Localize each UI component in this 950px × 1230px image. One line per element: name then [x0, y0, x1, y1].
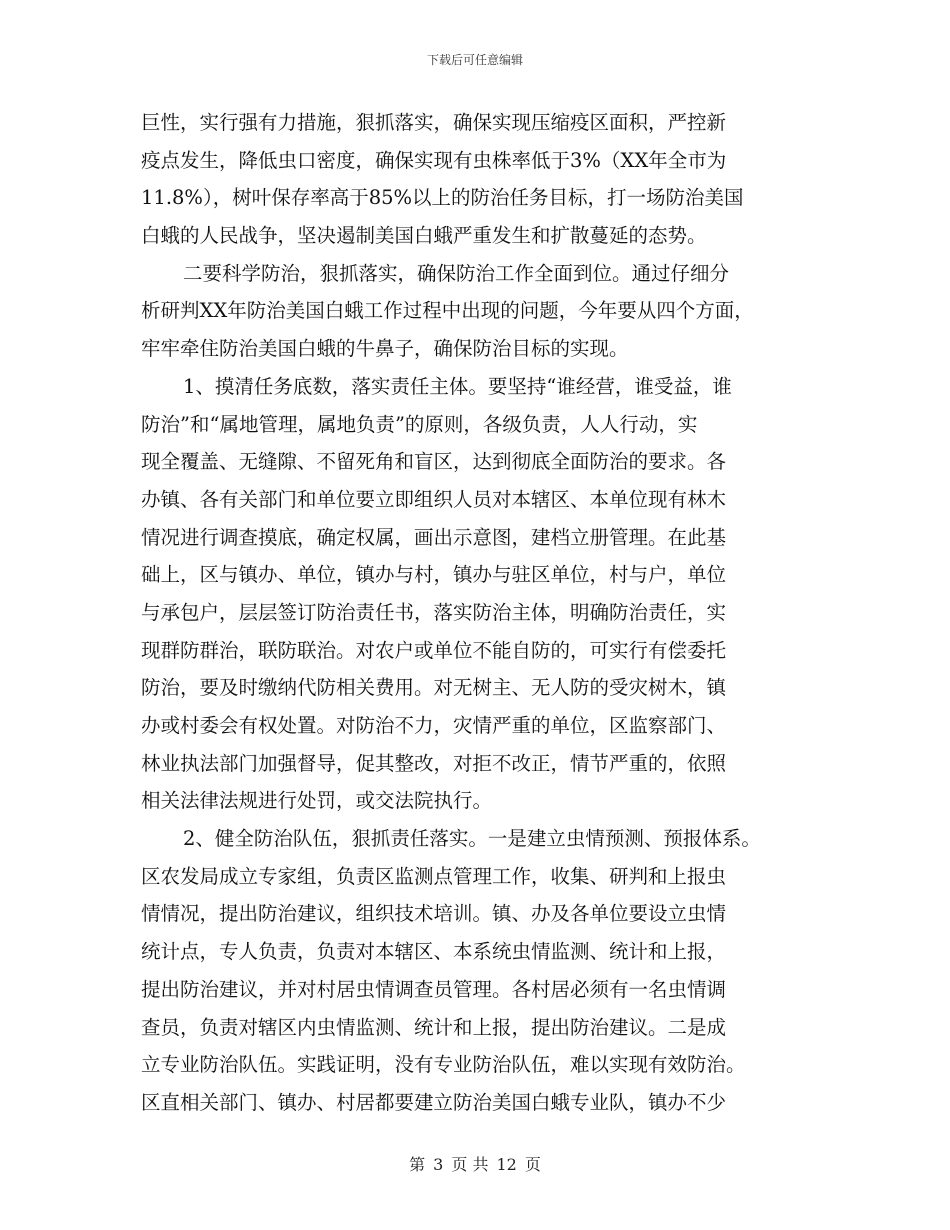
page-label-prefix: 第: [409, 1155, 426, 1174]
text-line: 查员，负责对辖区内虫情监测、统计和上报，提出防治建议。二是成: [141, 1015, 727, 1039]
text-line: 办镇、各有关部门和单位要立即组织人员对本辖区、本单位现有林木: [141, 487, 727, 511]
text-line: 白蛾的人民战争，坚决遏制美国白蛾严重发生和扩散蔓延的态势。: [141, 224, 707, 248]
text-line: 情况进行调查摸底，确定权属，画出示意图，建档立册管理。在此基: [141, 525, 727, 549]
text-line: 区直相关部门、镇办、村居都要建立防治美国白蛾专业队，镇办不少: [141, 1090, 727, 1114]
text-line: 二要科学防治，狠抓落实，确保防治工作全面到位。通过仔细分: [183, 261, 730, 285]
text-line: 立专业防治队伍。实践证明，没有专业防治队伍，难以实现有效防治。: [141, 1053, 746, 1077]
total-pages: 12: [496, 1155, 517, 1174]
text-line: 情情况，提出防治建议，组织技术培训。镇、办及各单位要设立虫情: [141, 902, 727, 926]
text-line: 牢牢牵住防治美国白蛾的牛鼻子，确保防治目标的实现。: [141, 337, 629, 361]
text-line: 现全覆盖、无缝隙、不留死角和盲区，达到彻底全面防治的要求。各: [141, 450, 727, 474]
text-line: 统计点，专人负责，负责对本辖区、本系统虫情监测、统计和上报，: [141, 940, 727, 964]
text-line: 巨性，实行强有力措施，狠抓落实，确保实现压缩疫区面积，严控新: [141, 111, 727, 134]
text-line: 区农发局成立专家组，负责区监测点管理工作，收集、研判和上报虫: [141, 864, 727, 888]
text-line: 现群防群治，联防联治。对农户或单位不能自防的，可实行有偿委托: [141, 638, 727, 662]
text-line: 林业执法部门加强督导，促其整改，对拒不改正，情节严重的，依照: [141, 751, 727, 775]
page-label-middle: 页 共: [451, 1155, 489, 1174]
text-line: 疫点发生，降低虫口密度，确保实现有虫株率低于3%（XX年全市为: [141, 148, 727, 172]
page-footer: [0, 1154, 950, 1176]
text-line: 防治，要及时缴纳代防相关费用。对无树主、无人防的受灾树木，镇: [141, 676, 727, 700]
text-line: 与承包户，层层签订防治责任书，落实防治主体，明确防治责任，实: [141, 600, 727, 624]
text-line: 防治”和“属地管理，属地负责”的原则，各级负责，人人行动，实: [141, 412, 698, 436]
text-line: 11.8%），树叶保存率高于85%以上的防治任务目标，打一场防治美国: [141, 186, 744, 210]
text-line: 2、健全防治队伍，狠抓责任落实。一是建立虫情预测、预报体系。: [183, 827, 761, 851]
text-line: 析研判XX年防治美国白蛾工作过程中出现的问题，今年要从四个方面，: [141, 299, 754, 323]
text-line: 办或村委会有权处置。对防治不力，灾情严重的单位，区监察部门、: [141, 714, 727, 737]
page-label-suffix: 页: [524, 1155, 541, 1174]
text-line: 相关法律法规进行处罚，或交法院执行。: [141, 789, 493, 813]
page-header: 下载后可任意编辑: [426, 53, 523, 67]
document-body: [141, 104, 821, 1122]
text-line: 提出防治建议，并对村居虫情调查员管理。各村居必须有一名虫情调: [141, 977, 727, 1001]
text-line: 1、摸清任务底数，落实责任主体。要坚持“谁经营，谁受益，谁: [183, 374, 732, 398]
text-line: 础上，区与镇办、单位，镇办与村，镇办与驻区单位，村与户，单位: [141, 563, 727, 587]
page-number: 3: [433, 1155, 444, 1174]
